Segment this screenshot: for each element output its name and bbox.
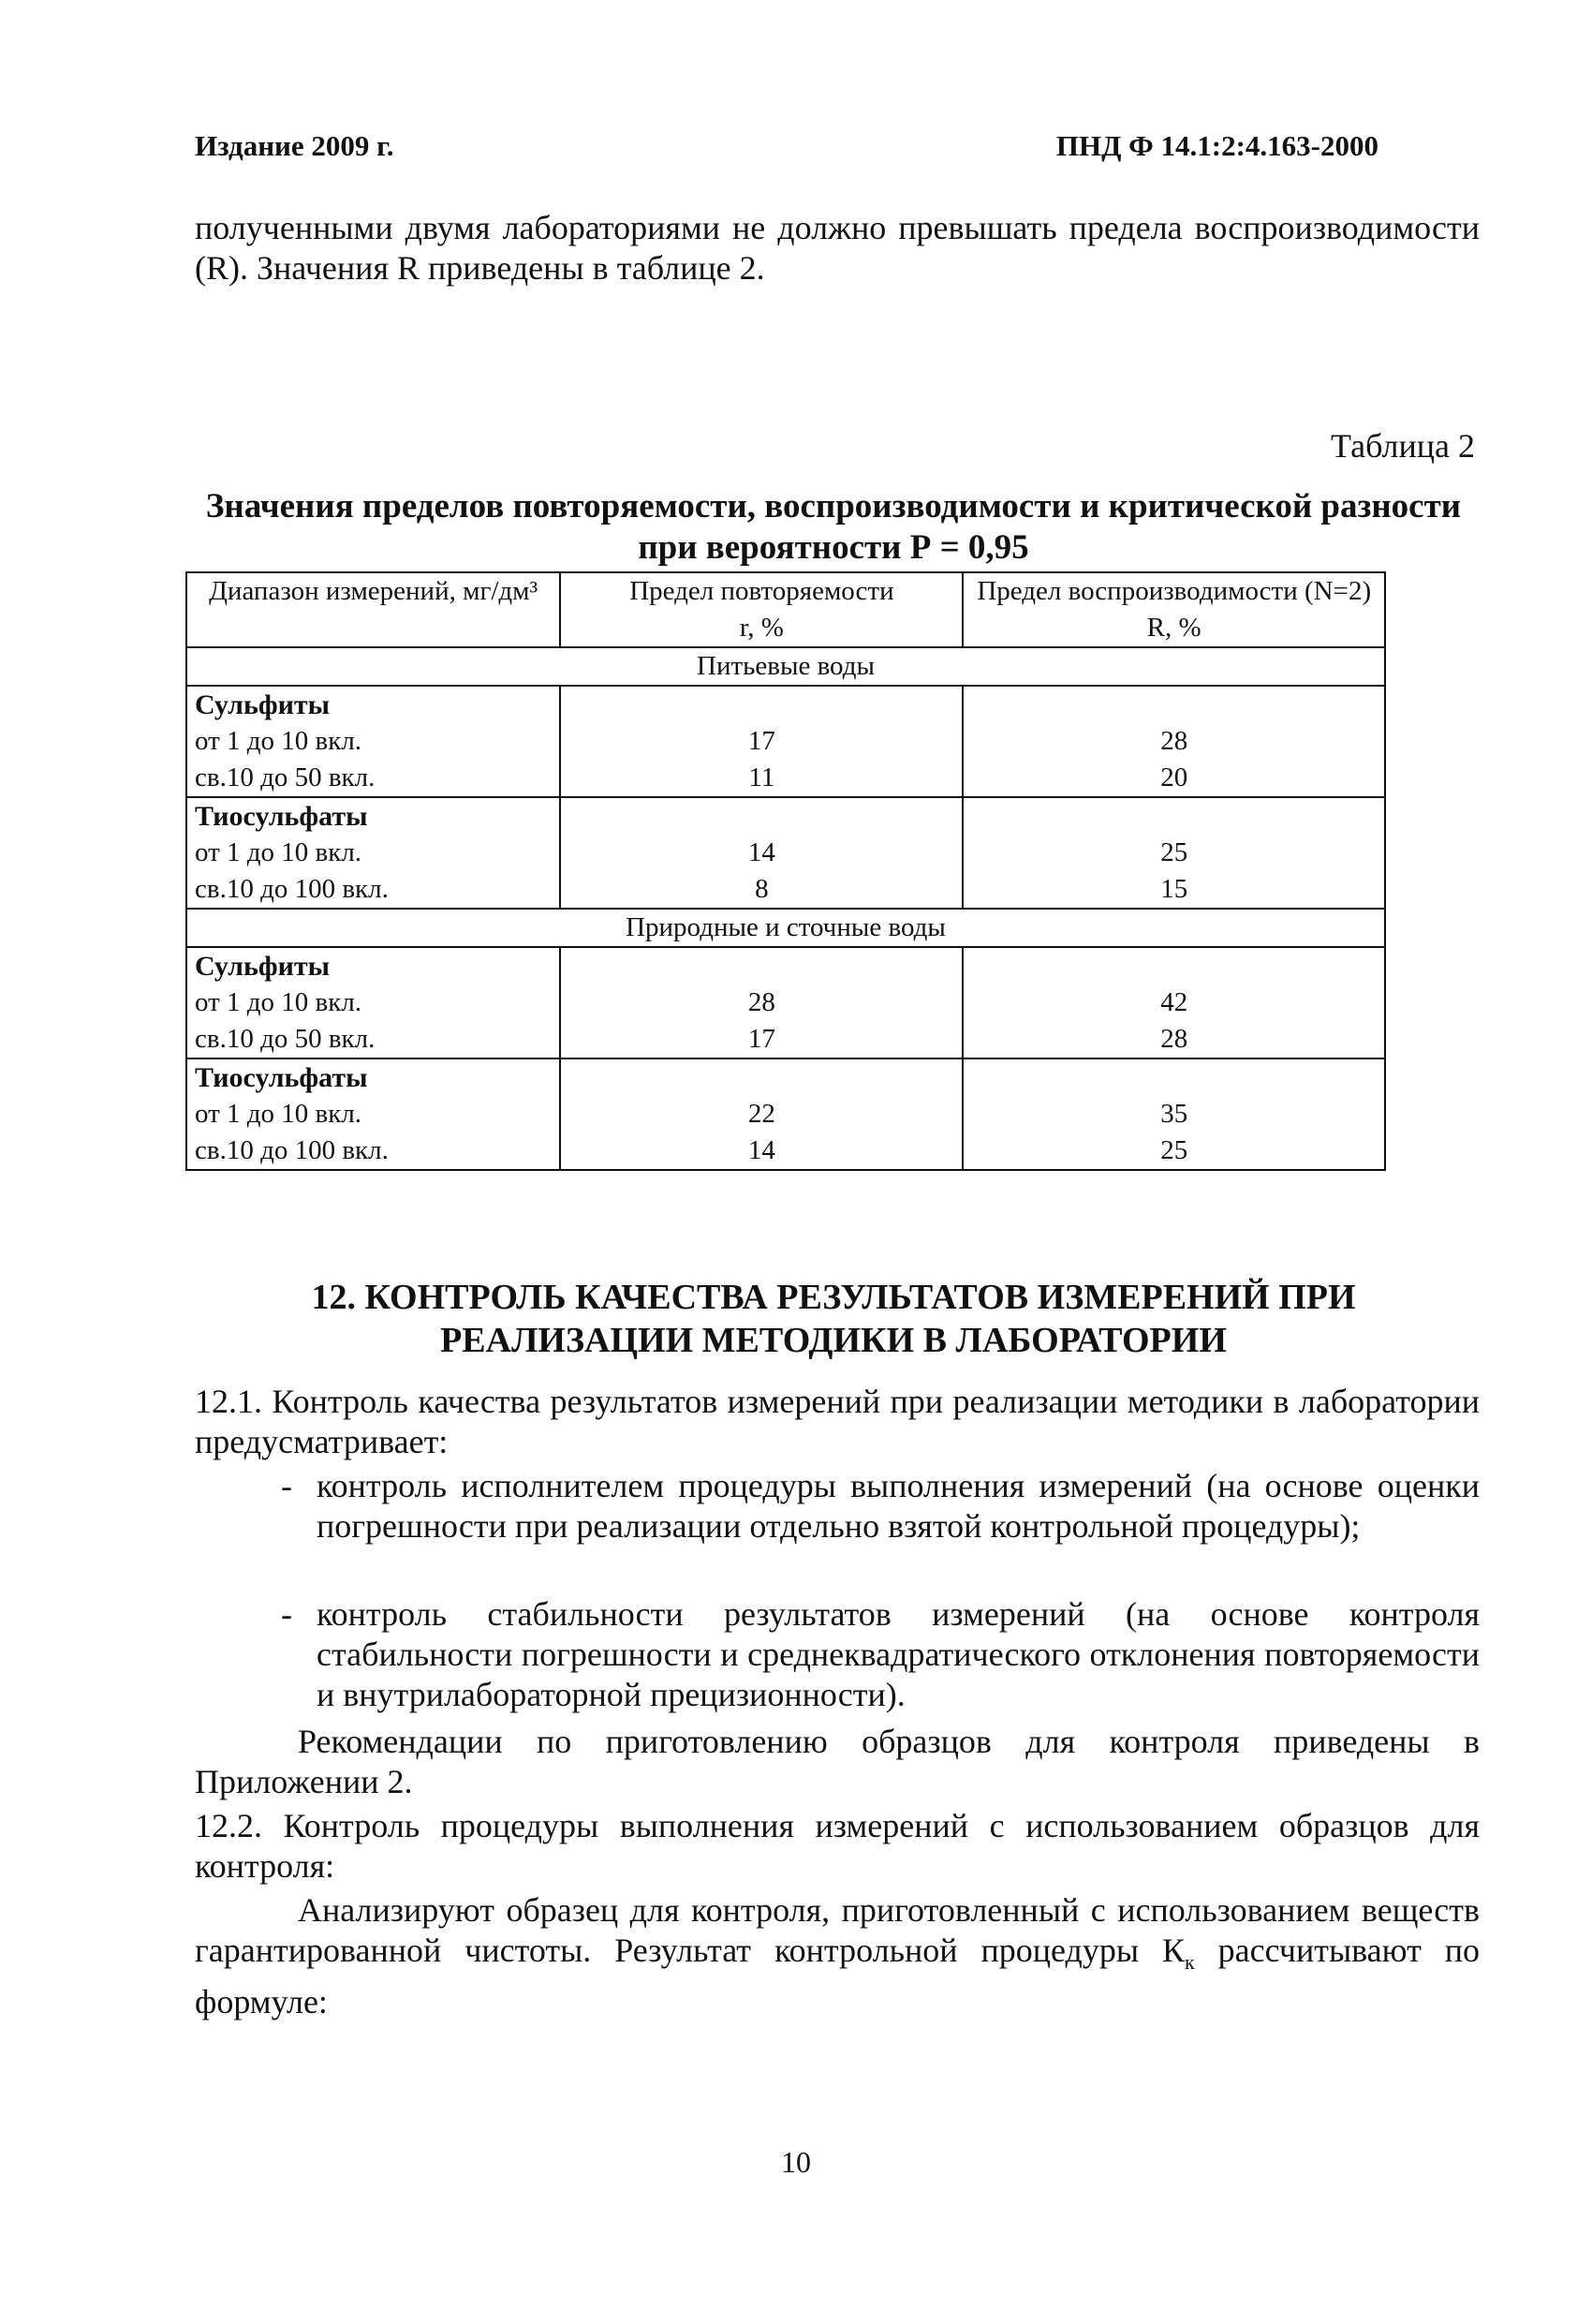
range-value: от 1 до 10 вкл.	[195, 987, 362, 1017]
reproducibility-value: 25	[1160, 837, 1188, 867]
table-row	[186, 686, 1385, 797]
section-row	[186, 647, 1385, 686]
header-reproducibility	[963, 572, 1385, 647]
repeatability-value: 8	[755, 874, 769, 904]
clause-text: Контроль качества результатов измерений при реализации методики в лаборатории предусматривает:	[195, 1383, 1481, 1460]
section-number: 12.	[311, 1278, 356, 1317]
bullet-item	[281, 1594, 1480, 1715]
group-name: Сульфиты	[195, 689, 331, 720]
clause-12-2	[195, 1806, 1480, 1887]
range-value: св.10 до 50 вкл.	[195, 762, 376, 792]
range-cell	[186, 797, 560, 909]
reproducibility-value: 42	[1160, 987, 1188, 1017]
clause-number: 12.1.	[195, 1383, 262, 1420]
range-value: от 1 до 10 вкл.	[195, 726, 362, 756]
table-row	[186, 947, 1385, 1058]
range-cell	[186, 1058, 560, 1170]
reproducibility-cell	[963, 797, 1385, 909]
section-title-text: КОНТРОЛЬ КАЧЕСТВА РЕЗУЛЬТАТОВ ИЗМЕРЕНИЙ ПРИ РЕАЛИЗАЦИИ МЕТОДИКИ В ЛАБОРАТОРИИ	[364, 1278, 1356, 1360]
page-header	[195, 129, 1378, 167]
reproducibility-value: 28	[1160, 726, 1188, 756]
repeatability-cell	[560, 1058, 963, 1170]
header-range: Диапазон измерений, мг/дм³	[186, 572, 560, 647]
reproducibility-cell	[963, 1058, 1385, 1170]
repeatability-value: 17	[747, 1024, 775, 1054]
bullet-dash: -	[281, 1595, 292, 1633]
clause-12-1	[195, 1382, 1480, 1462]
range-value: св.10 до 100 вкл.	[195, 874, 389, 904]
analysis-end: рассчитывают по формуле:	[195, 1932, 1481, 2021]
repeatability-value: 14	[747, 1135, 775, 1165]
recommendation-paragraph: Рекомендации по приготовлению образцов для контроля приведены в Приложении 2.	[195, 1723, 1480, 1800]
repeatability-value: 22	[747, 1099, 775, 1129]
section-title: Питьевые воды	[186, 647, 1385, 686]
group-name: Тиосульфаты	[195, 801, 368, 832]
repeatability-value: 11	[748, 762, 775, 792]
range-value: св.10 до 50 вкл.	[195, 1024, 376, 1054]
kk-main: К	[1161, 1932, 1185, 1969]
table-row	[186, 1058, 1385, 1170]
kk-subscript: к	[1184, 1950, 1195, 1975]
header-reproducibility-unit: R, %	[1146, 613, 1201, 643]
repeatability-cell	[560, 947, 963, 1058]
repeatability-value: 14	[747, 837, 775, 867]
reproducibility-value: 28	[1160, 1024, 1188, 1054]
reproducibility-value: 20	[1160, 762, 1188, 792]
reproducibility-cell	[963, 947, 1385, 1058]
section-heading	[187, 1276, 1480, 1362]
range-cell	[186, 686, 560, 797]
reproducibility-value: 15	[1160, 874, 1188, 904]
table-header-row	[186, 572, 1385, 647]
section-title: Природные и сточные воды	[186, 909, 1385, 947]
section-row	[186, 909, 1385, 947]
repeatability-cell	[560, 797, 963, 909]
group-name: Сульфиты	[195, 951, 331, 982]
kk-symbol	[1161, 1932, 1195, 1975]
header-repeatability-unit: r, %	[739, 613, 784, 643]
range-value: св.10 до 100 вкл.	[195, 1135, 389, 1165]
header-repeatability-title: Предел повторяемости	[629, 576, 894, 606]
limits-table	[185, 571, 1386, 1171]
clause-number: 12.2.	[195, 1807, 262, 1844]
page-number: 10	[781, 2145, 811, 2179]
group-name: Тиосульфаты	[195, 1062, 368, 1093]
analysis-paragraph	[195, 1890, 1480, 2022]
reproducibility-value: 35	[1160, 1099, 1188, 1129]
header-repeatability	[560, 572, 963, 647]
table-row	[186, 797, 1385, 909]
analysis-text: Анализируют образец для контроля, приготовленный с использованием веществ гарантированной чистоты. Результат контрольной процедуры	[195, 1891, 1480, 1969]
bullet-text: контроль исполнителем процедуры выполнения измерений (на основе оценки погрешности при реализации отдельно взятой контрольной процедуры);	[317, 1467, 1480, 1545]
document-code: ПНД Ф 14.1:2:4.163-2000	[1055, 129, 1378, 162]
repeatability-value: 17	[747, 726, 775, 756]
clause-text: Контроль процедуры выполнения измерений с использованием образцов для контроля:	[195, 1807, 1481, 1885]
edition-label: Издание 2009 г.	[195, 129, 394, 162]
bullet-dash: -	[281, 1467, 292, 1504]
repeatability-cell	[560, 686, 963, 797]
header-reproducibility-title: Предел воспроизводимости (N=2)	[977, 576, 1372, 606]
table-title: Значения пределов повторяемости, воспроизводимости и критической разности при вероятности Р = 0,95	[205, 487, 1462, 567]
reproducibility-cell	[963, 686, 1385, 797]
range-cell	[186, 947, 560, 1058]
range-value: от 1 до 10 вкл.	[195, 837, 362, 867]
repeatability-value: 28	[747, 987, 775, 1017]
table-label: Таблица 2	[1331, 427, 1475, 465]
bullet-text: контроль стабильности результатов измерений (на основе контроля стабильности погрешности и среднеквадратического отклонения повторяемости и внутрилабораторной прецизионности).	[317, 1595, 1480, 1713]
range-value: от 1 до 10 вкл.	[195, 1099, 362, 1129]
reproducibility-value: 25	[1160, 1135, 1188, 1165]
bullet-item	[281, 1466, 1480, 1547]
intro-paragraph: полученными двумя лабораториями не должно превышать предела воспроизводимости (R). Значения R приведены в таблице 2.	[195, 209, 1480, 287]
